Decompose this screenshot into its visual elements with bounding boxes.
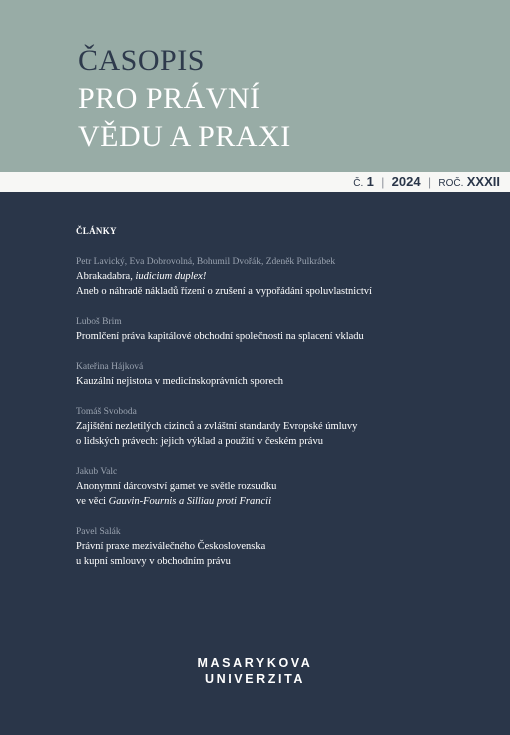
publisher-line-1: MASARYKOVA — [197, 656, 313, 670]
publisher-line-2: UNIVERZITA — [204, 672, 306, 686]
title-line-2: PRO PRÁVNÍ — [78, 82, 261, 115]
title-line-1: ČASOPIS — [78, 44, 205, 77]
article-title-line: Aneb o náhradě nákladů řízení o zrušení a vypořádání spoluvlastnictví — [76, 286, 372, 297]
article-authors: Tomáš Svoboda — [76, 407, 137, 417]
title-italic: Gauvin-Fournis a Silliau proti Francii — [108, 496, 272, 507]
journal-title — [78, 42, 291, 156]
issue-info — [353, 173, 500, 193]
table-of-contents — [76, 226, 486, 585]
article-authors: Jakub Valc — [76, 467, 118, 477]
title-plain: Abrakadabra, — [76, 271, 136, 282]
article-item — [76, 315, 486, 344]
article-authors: Pavel Salák — [76, 527, 121, 537]
article-title-line: Právní praxe meziválečného Československa — [76, 541, 266, 552]
article-title-line: o lidských právech: jejich výklad a použití v českém právu — [76, 436, 323, 447]
title-line-3: VĚDU A PRAXI — [78, 120, 291, 153]
masthead-panel — [0, 0, 510, 172]
article-title-line: Promlčení práva kapitálové obchodní společnosti na splacení vkladu — [76, 331, 364, 342]
title-italic: iudicium duplex! — [135, 271, 207, 282]
separator: | — [427, 175, 432, 189]
article-authors: Luboš Brim — [76, 317, 122, 327]
section-label: ČLÁNKY — [76, 226, 117, 236]
publisher-logo — [0, 655, 510, 687]
article-item — [76, 525, 486, 569]
article-item — [76, 360, 486, 389]
separator: | — [381, 175, 385, 189]
article-title-line: Kauzální nejistota v medicínskoprávních sporech — [76, 376, 284, 387]
volume-prefix: ROČ. — [438, 178, 464, 189]
article-title-line — [76, 494, 486, 509]
title-plain: ve věci — [76, 496, 109, 507]
issue-number: 1 — [366, 174, 374, 189]
article-authors: Kateřina Hájková — [76, 362, 144, 372]
issue-number-prefix: Č. — [353, 178, 364, 189]
article-title-line: u kupní smlouvy v obchodním právu — [76, 556, 231, 567]
article-title-line — [76, 269, 486, 284]
issue-year: 2024 — [391, 174, 421, 189]
article-authors: Petr Lavický, Eva Dobrovolná, Bohumil Dvořák, Zdeněk Pulkrábek — [76, 257, 336, 267]
article-item — [76, 255, 486, 299]
article-item — [76, 405, 486, 449]
article-title-line: Anonymní dárcovství gamet ve světle rozsudku — [76, 481, 277, 492]
article-item — [76, 465, 486, 509]
volume-number: XXXII — [466, 174, 500, 189]
article-title-line: Zajištění nezletilých cizinců a zvláštní standardy Evropské úmluvy — [76, 421, 358, 432]
issue-band — [0, 172, 510, 192]
